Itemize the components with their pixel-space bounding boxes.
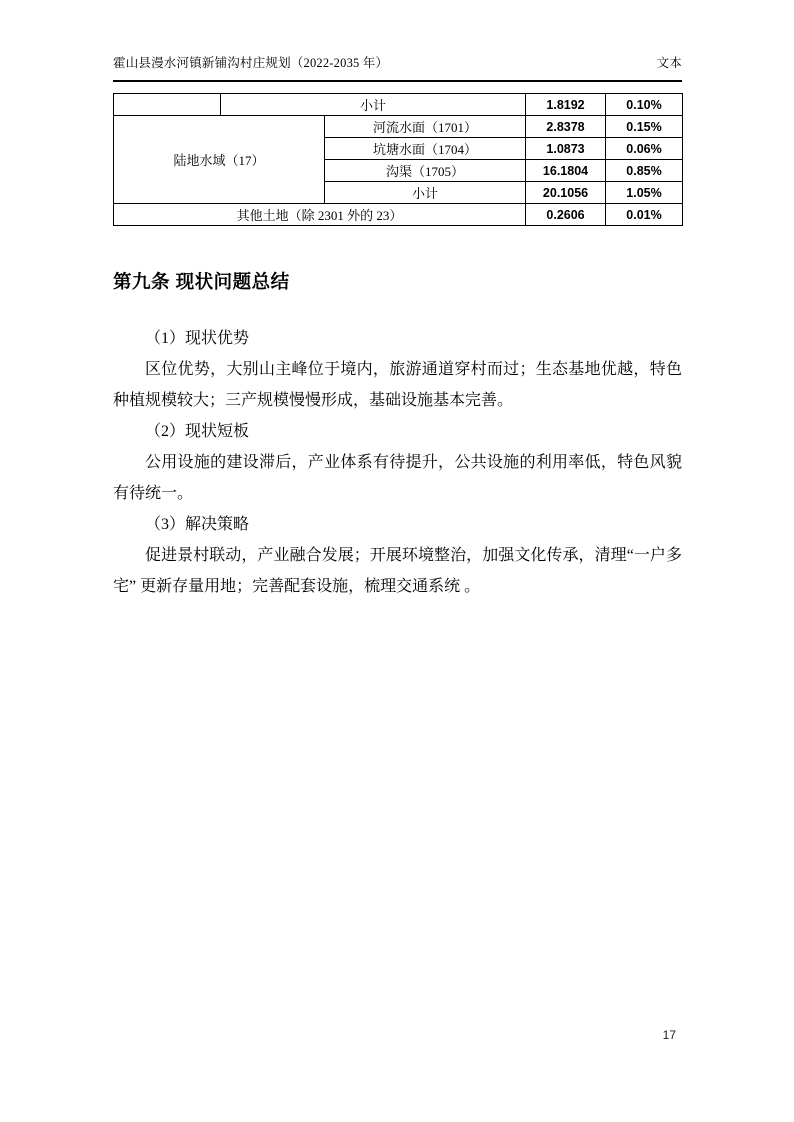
row-value-cell: 2.8378 xyxy=(526,116,606,138)
row-label-cell: 河流水面（1701） xyxy=(325,116,526,138)
other-land-percent-cell: 0.01% xyxy=(606,204,683,226)
row-percent-cell: 0.15% xyxy=(606,116,683,138)
section-heading: 第九条 现状问题总结 xyxy=(113,271,290,292)
table-row-other-land xyxy=(114,204,683,226)
other-land-label-cell: 其他土地（除 2301 外的 23） xyxy=(114,204,526,226)
row-percent-cell: 1.05% xyxy=(606,182,683,204)
paragraph-2: 公用设施的建设滞后，产业体系有待提升，公共设施的利用率低，特色风貌有待统一。 xyxy=(113,454,682,502)
row-value-cell: 16.1804 xyxy=(526,160,606,182)
subsection-title-1: （1）现状优势 xyxy=(145,330,250,347)
row-value-cell: 1.0873 xyxy=(526,138,606,160)
land-use-table xyxy=(113,93,683,226)
row-label-cell: 沟渠（1705） xyxy=(325,160,526,182)
row-percent-cell: 0.06% xyxy=(606,138,683,160)
subsection-title-3: （3）解决策略 xyxy=(145,516,250,533)
document-title: 霍山县漫水河镇新铺沟村庄规划（2022-2035 年） xyxy=(113,56,389,70)
subtotal-label-cell: 小计 xyxy=(221,94,526,116)
row-label-cell: 坑塘水面（1704） xyxy=(325,138,526,160)
table-row-subtotal xyxy=(114,94,683,116)
section-body xyxy=(113,323,682,602)
other-land-value-cell: 0.2606 xyxy=(526,204,606,226)
document-type-label: 文本 xyxy=(656,56,682,70)
paragraph-3: 促进景村联动，产业融合发展；开展环境整治，加强文化传承，清理“一户多宅” 更新存量用地；完善配套设施，梳理交通系统 。 xyxy=(113,547,682,595)
subsection-title-2: （2）现状短板 xyxy=(145,423,250,440)
page-header xyxy=(113,53,682,82)
water-group-label-cell: 陆地水域（17） xyxy=(114,116,325,204)
empty-continuation-cell xyxy=(114,94,221,116)
row-value-cell: 20.1056 xyxy=(526,182,606,204)
subtotal-value-cell: 1.8192 xyxy=(526,94,606,116)
paragraph-1: 区位优势，大别山主峰位于境内，旅游通道穿村而过；生态基地优越，特色种植规模较大；三产规模慢慢形成，基础设施基本完善。 xyxy=(113,361,682,409)
subtotal-percent-cell: 0.10% xyxy=(606,94,683,116)
row-percent-cell: 0.85% xyxy=(606,160,683,182)
row-label-cell: 小计 xyxy=(325,182,526,204)
table-row-river xyxy=(114,116,683,138)
page-number: 17 xyxy=(662,1028,676,1042)
